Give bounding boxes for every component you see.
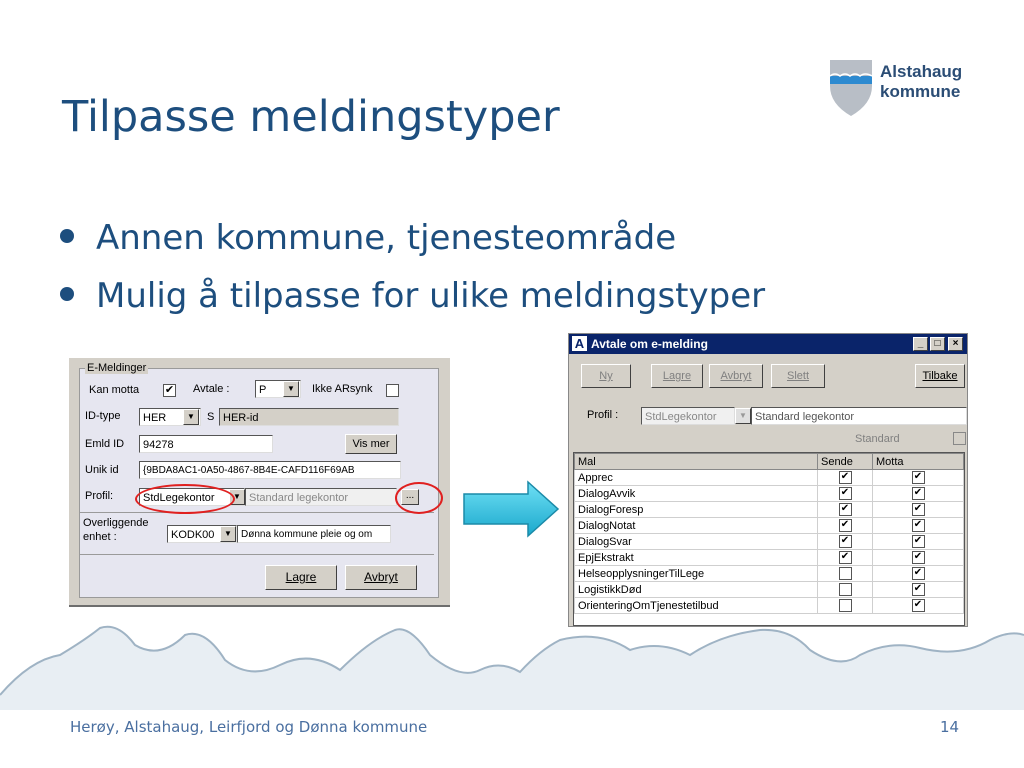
motta-cell bbox=[873, 534, 964, 550]
sende-cell bbox=[818, 486, 873, 502]
enhet-field: Dønna kommune pleie og om bbox=[237, 525, 391, 543]
logo-text bbox=[880, 62, 962, 102]
vis-mer-button[interactable]: Vis mer bbox=[345, 434, 397, 454]
motta-checkbox[interactable]: ✔ bbox=[912, 535, 925, 548]
avtale-select[interactable]: P bbox=[255, 380, 301, 398]
standard-label: Standard bbox=[855, 433, 900, 445]
title-bar bbox=[569, 334, 967, 354]
bullet-item bbox=[60, 272, 765, 330]
profil-select[interactable]: StdLegekontor bbox=[139, 488, 245, 506]
table-row[interactable] bbox=[575, 582, 964, 598]
ny-button[interactable]: Ny bbox=[581, 364, 631, 388]
table-row[interactable] bbox=[575, 518, 964, 534]
sende-cell bbox=[818, 598, 873, 614]
chevron-down-icon[interactable]: ▼ bbox=[229, 489, 245, 505]
avbryt-button[interactable]: Avbryt bbox=[345, 565, 417, 590]
unik-id-label: Unik id bbox=[85, 464, 119, 476]
bullet-list bbox=[60, 214, 765, 330]
id-type-select[interactable]: HER bbox=[139, 408, 201, 426]
avtale-window bbox=[568, 333, 968, 627]
lagre-button[interactable]: Lagre bbox=[651, 364, 703, 388]
motta-checkbox[interactable]: ✔ bbox=[912, 471, 925, 484]
standard-checkbox[interactable] bbox=[953, 432, 966, 445]
logo-line-2: kommune bbox=[880, 82, 961, 101]
mal-cell: DialogAvvik bbox=[575, 486, 818, 502]
emld-id-field[interactable]: 94278 bbox=[139, 435, 273, 453]
minimize-icon[interactable]: _ bbox=[913, 337, 928, 351]
ikke-arsynk-checkbox[interactable] bbox=[386, 384, 399, 397]
motta-cell bbox=[873, 470, 964, 486]
app-icon: A bbox=[572, 336, 587, 351]
column-header-motta[interactable]: Motta bbox=[873, 454, 964, 470]
motta-checkbox[interactable]: ✔ bbox=[912, 487, 925, 500]
chevron-down-icon[interactable]: ▼ bbox=[220, 526, 236, 542]
chevron-down-icon[interactable]: ▼ bbox=[183, 409, 199, 425]
profil-description: Standard legekontor bbox=[751, 407, 967, 425]
sende-checkbox[interactable]: ✔ bbox=[839, 519, 852, 532]
meldingstyper-table bbox=[573, 452, 965, 626]
mal-cell: DialogForesp bbox=[575, 502, 818, 518]
group-label: E-Meldinger bbox=[87, 362, 147, 374]
motta-cell bbox=[873, 518, 964, 534]
id-type-label: ID-type bbox=[85, 410, 121, 422]
sende-cell bbox=[818, 582, 873, 598]
maximize-icon[interactable]: □ bbox=[930, 337, 945, 351]
lagre-button[interactable]: Lagre bbox=[265, 565, 337, 590]
separator bbox=[79, 554, 434, 555]
ikke-arsynk-label: Ikke ARsynk bbox=[312, 383, 373, 395]
column-header-sende[interactable]: Sende bbox=[818, 454, 873, 470]
sende-checkbox[interactable]: ✔ bbox=[839, 487, 852, 500]
table-row[interactable] bbox=[575, 550, 964, 566]
mal-cell: EpjEkstrakt bbox=[575, 550, 818, 566]
bullet-dot-icon bbox=[60, 229, 74, 243]
kan-motta-checkbox[interactable]: ✔ bbox=[164, 384, 175, 396]
motta-cell bbox=[873, 566, 964, 582]
profil-label: Profil: bbox=[85, 490, 114, 502]
highlight-circle-profil bbox=[135, 484, 235, 514]
separator bbox=[79, 512, 434, 513]
sende-cell bbox=[818, 470, 873, 486]
sende-cell bbox=[818, 518, 873, 534]
mal-cell: OrienteringOmTjenestetilbud bbox=[575, 598, 818, 614]
sende-checkbox[interactable] bbox=[839, 599, 852, 612]
table-row[interactable] bbox=[575, 566, 964, 582]
motta-cell bbox=[873, 550, 964, 566]
sende-checkbox[interactable]: ✔ bbox=[839, 551, 852, 564]
sende-checkbox[interactable] bbox=[839, 567, 852, 580]
sende-cell bbox=[818, 502, 873, 518]
s-label: S bbox=[207, 411, 215, 423]
page-number: 14 bbox=[940, 718, 960, 736]
mal-cell: Apprec bbox=[575, 470, 818, 486]
table-row[interactable] bbox=[575, 534, 964, 550]
bullet-text: Annen kommune, tjenesteområde bbox=[96, 218, 677, 258]
mal-cell: HelseopplysningerTilLege bbox=[575, 566, 818, 582]
avtale-label: Avtale : bbox=[193, 383, 230, 395]
tilbake-button[interactable]: Tilbake bbox=[915, 364, 965, 388]
bullet-text: Mulig å tilpasse for ulike meldingstyper bbox=[96, 276, 766, 316]
slide-title: Tilpasse meldingstyper bbox=[62, 92, 560, 142]
slett-button[interactable]: Slett bbox=[771, 364, 825, 388]
motta-checkbox[interactable]: ✔ bbox=[912, 519, 925, 532]
profil-label: Profil : bbox=[587, 409, 619, 421]
motta-checkbox[interactable]: ✔ bbox=[912, 583, 925, 596]
bullet-dot-icon bbox=[60, 287, 74, 301]
column-header-mal[interactable]: Mal bbox=[575, 454, 818, 470]
chevron-down-icon[interactable]: ▼ bbox=[283, 381, 299, 397]
sende-checkbox[interactable]: ✔ bbox=[839, 503, 852, 516]
unik-id-field[interactable]: {9BDA8AC1-0A50-4867-8B4E-CAFD116F69AB bbox=[139, 461, 401, 479]
mal-cell: LogistikkDød bbox=[575, 582, 818, 598]
bullet-item bbox=[60, 214, 765, 272]
sende-checkbox[interactable] bbox=[839, 583, 852, 596]
motta-cell bbox=[873, 598, 964, 614]
motta-checkbox[interactable]: ✔ bbox=[912, 567, 925, 580]
profil-select[interactable]: StdLegekontor bbox=[641, 407, 735, 425]
table-row[interactable] bbox=[575, 502, 964, 518]
motta-cell bbox=[873, 486, 964, 502]
avbryt-button[interactable]: Avbryt bbox=[709, 364, 763, 388]
motta-checkbox[interactable]: ✔ bbox=[912, 599, 925, 612]
table-row[interactable] bbox=[575, 486, 964, 502]
motta-cell bbox=[873, 582, 964, 598]
window-title: Avtale om e-melding bbox=[591, 337, 708, 351]
motta-checkbox[interactable]: ✔ bbox=[912, 551, 925, 564]
chevron-down-icon[interactable]: ▼ bbox=[735, 408, 751, 424]
her-id-field: HER-id bbox=[219, 408, 399, 426]
right-arrow-icon bbox=[462, 480, 560, 538]
e-meldinger-panel bbox=[69, 358, 450, 607]
sende-cell bbox=[818, 566, 873, 582]
emld-id-label: Emld ID bbox=[85, 438, 125, 450]
sende-cell bbox=[818, 534, 873, 550]
table-row[interactable] bbox=[575, 598, 964, 614]
sende-checkbox[interactable]: ✔ bbox=[839, 535, 852, 548]
slide-footer: Herøy, Alstahaug, Leirfjord og Dønna kommune bbox=[70, 718, 428, 736]
highlight-circle-browse bbox=[395, 482, 443, 514]
sende-cell bbox=[818, 550, 873, 566]
e-meldinger-group bbox=[79, 368, 439, 598]
mal-cell: DialogSvar bbox=[575, 534, 818, 550]
table-header-row bbox=[575, 454, 964, 470]
close-icon[interactable]: × bbox=[948, 337, 963, 351]
mal-cell: DialogNotat bbox=[575, 518, 818, 534]
motta-checkbox[interactable]: ✔ bbox=[912, 503, 925, 516]
logo-line-1: Alstahaug bbox=[880, 62, 963, 81]
sende-checkbox[interactable]: ✔ bbox=[839, 471, 852, 484]
table-row[interactable] bbox=[575, 470, 964, 486]
motta-cell bbox=[873, 502, 964, 518]
profil-browse-button[interactable]: ... bbox=[401, 489, 419, 505]
profil-description: Standard legekontor bbox=[245, 488, 397, 506]
kode-select[interactable]: KODK00 bbox=[167, 525, 237, 543]
kan-motta-label: Kan motta bbox=[89, 384, 140, 396]
overliggende-label: Overliggende enhet : bbox=[83, 517, 149, 543]
